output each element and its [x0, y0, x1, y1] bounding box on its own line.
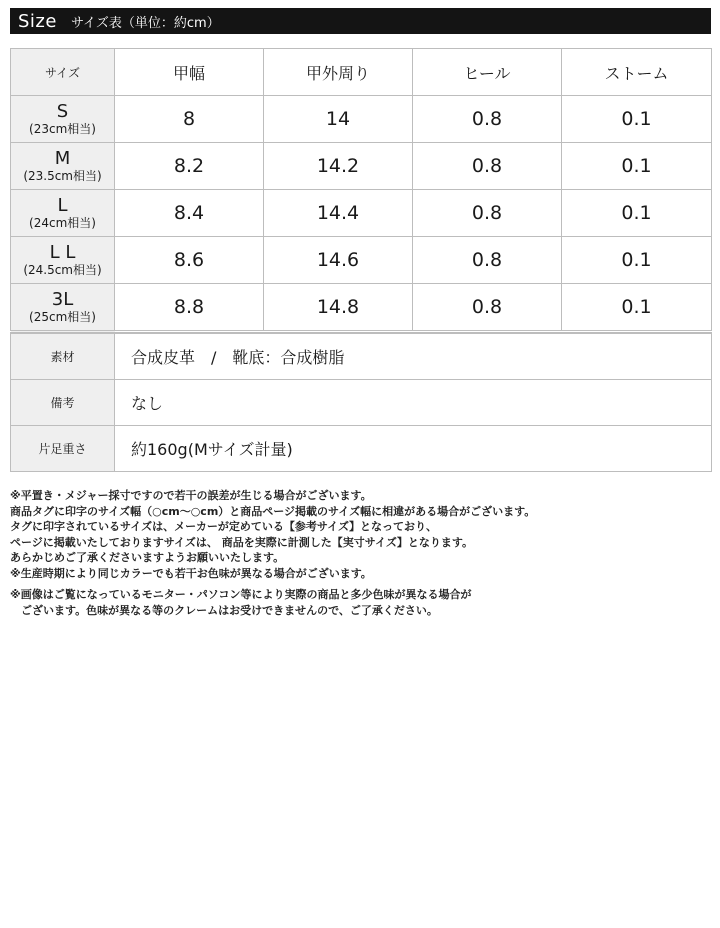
- size-title-bar: [10, 8, 711, 34]
- table-row: [11, 190, 712, 237]
- corner-header: サイズ: [11, 49, 115, 96]
- table-cell: 8.2: [115, 143, 264, 190]
- table-cell: 8.8: [115, 284, 264, 332]
- note-line: あらかじめご了承くださいますようお願いいたします。: [10, 551, 285, 564]
- size-row-header: [11, 284, 115, 332]
- remarks-value: なし: [115, 380, 712, 426]
- material-label: 素材: [11, 334, 115, 380]
- table-cell: 14: [264, 96, 413, 143]
- note-line: ※平置き・メジャー採寸ですので若干の誤差が生じる場合がございます。: [10, 489, 372, 502]
- size-label: 3L: [51, 289, 74, 310]
- table-cell: 14.4: [264, 190, 413, 237]
- column-header: 甲外周り: [264, 49, 413, 96]
- product-info-table: [10, 333, 712, 472]
- table-row: [11, 96, 712, 143]
- size-table: [10, 48, 712, 333]
- table-cell: 0.8: [413, 190, 562, 237]
- table-cell: 0.1: [562, 237, 712, 284]
- size-equivalent: (23cm相当): [29, 122, 96, 136]
- size-equivalent: (24cm相当): [29, 216, 96, 230]
- table-cell: 14.6: [264, 237, 413, 284]
- size-label: L L: [49, 242, 76, 263]
- note-line: 商品タグに印字のサイズ幅（○cm～○cm）と商品ページ掲載のサイズ幅に相違がある場合がございます。: [10, 504, 536, 518]
- size-row-header: [11, 190, 115, 237]
- size-equivalent: (24.5cm相当): [23, 263, 102, 277]
- table-row: [11, 284, 712, 332]
- size-heading: Size: [18, 10, 57, 32]
- table-cell: 0.8: [413, 143, 562, 190]
- column-header: ヒール: [413, 49, 562, 96]
- note-line: タグに印字されているサイズは、メーカーが定めている【参考サイズ】となっており、: [10, 520, 438, 533]
- size-row-header: [11, 96, 115, 143]
- table-cell: 0.8: [413, 96, 562, 143]
- table-cell: 0.1: [562, 284, 712, 332]
- size-equivalent: (25cm相当): [29, 310, 96, 324]
- table-cell: 8.6: [115, 237, 264, 284]
- size-row-header: [11, 237, 115, 284]
- info-row-material: [11, 334, 712, 380]
- size-row-header: [11, 143, 115, 190]
- table-cell: 14.2: [264, 143, 413, 190]
- table-cell: 0.8: [413, 237, 562, 284]
- table-row: [11, 143, 712, 190]
- size-label: M: [54, 148, 71, 169]
- material-value: 合成皮革 / 靴底：合成樹脂: [115, 334, 712, 380]
- info-row-weight: [11, 426, 712, 472]
- note-line: ページに掲載いたしておりますサイズは、 商品を実際に計測した【実寸サイズ】となります。: [10, 535, 473, 549]
- note-line: ※生産時期により同じカラーでも若干お色味が異なる場合がございます。: [10, 566, 372, 580]
- table-cell: 14.8: [264, 284, 413, 332]
- table-cell: 8.4: [115, 190, 264, 237]
- note-line: ございます。色味が異なる等のクレームはお受けできませんので、ご了承ください。: [10, 603, 438, 617]
- table-cell: 0.1: [562, 190, 712, 237]
- table-row: [11, 237, 712, 284]
- remarks-label: 備考: [11, 380, 115, 426]
- size-table-header-row: [11, 49, 712, 96]
- size-subtitle: サイズ表（単位：約cm）: [70, 15, 220, 31]
- table-cell: 0.8: [413, 284, 562, 332]
- column-header: 甲幅: [115, 49, 264, 96]
- table-cell: 8: [115, 96, 264, 143]
- size-label: L: [57, 195, 68, 216]
- note-line: ※画像はご覧になっているモニター・パソコン等により実際の商品と多少色味が異なる場合が: [10, 588, 472, 601]
- disclaimer-notes: [10, 488, 710, 618]
- weight-label: 片足重さ: [11, 426, 115, 472]
- info-row-remarks: [11, 380, 712, 426]
- size-label: S: [56, 101, 69, 122]
- size-equivalent: (23.5cm相当): [23, 169, 102, 183]
- table-cell: 0.1: [562, 96, 712, 143]
- table-cell: 0.1: [562, 143, 712, 190]
- weight-value: 約160g(Mサイズ計量): [115, 426, 712, 472]
- column-header: ストーム: [562, 49, 712, 96]
